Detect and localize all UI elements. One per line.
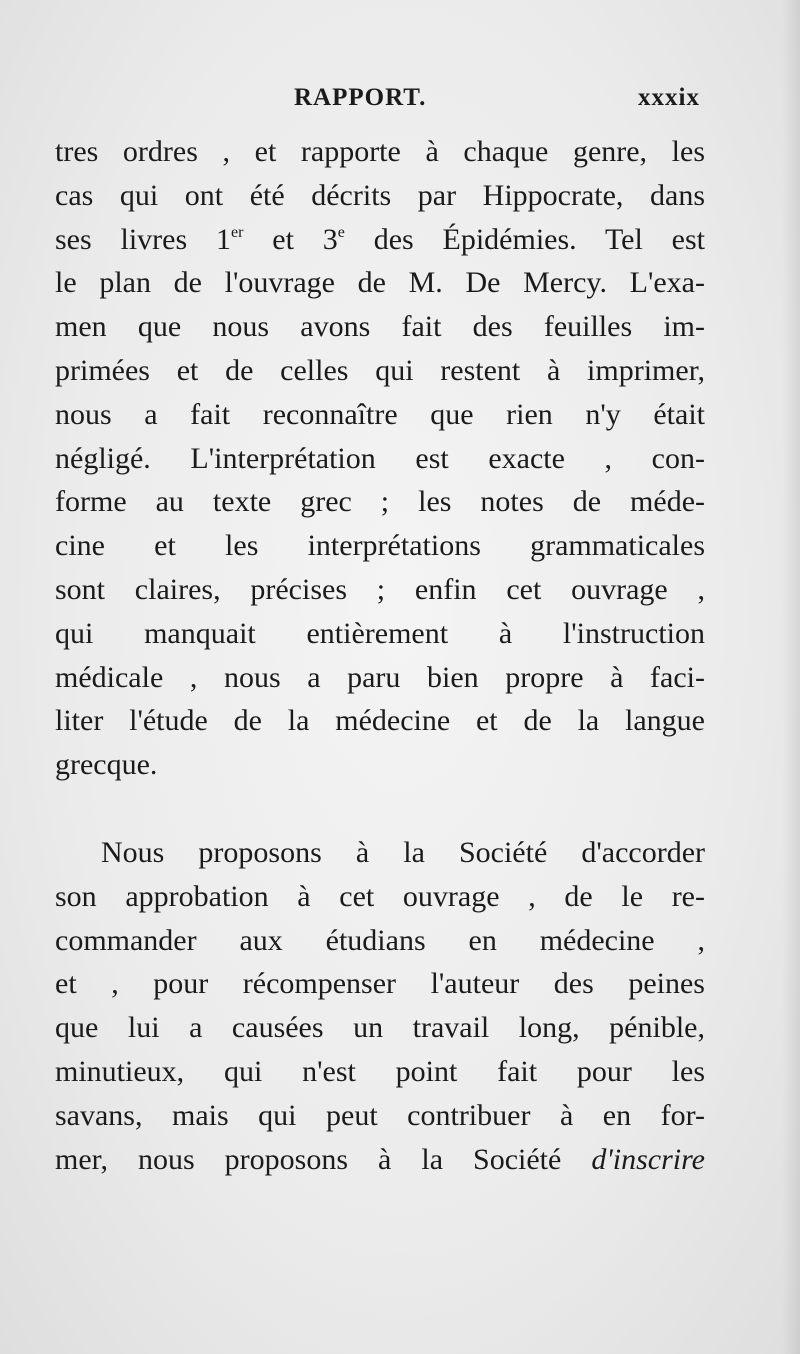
text-line: qui manquait entièrement à l'instruction [55,616,705,650]
text-fragment: et 3 [243,222,338,256]
paragraph-spacer [55,787,705,831]
text-line: cas qui ont été décrits par Hippocrate, dans [55,178,705,212]
text-line: que lui a causées un travail long, pénible, [55,1011,705,1045]
page-header [60,84,700,124]
running-head: RAPPORT. [294,84,427,111]
text-line: savans, mais qui peut contribuer à en for- [55,1098,705,1132]
ordinal-superscript: e [337,223,345,241]
text-line: commander aux étudians en médecine , [55,923,705,957]
text-line: primées et de celles qui restent à imprimer, [55,353,705,387]
text-line: sont claires, précises ; enfin cet ouvrage , [55,572,705,606]
text-line: Nous proposons à la Société d'accorder [101,835,705,869]
text-line-with-italic [55,1138,705,1182]
text-line: grecque. [55,748,158,782]
text-line: cine et les interprétations grammaticales [55,529,705,563]
text-line: négligé. L'interprétation est exacte , con- [55,441,705,475]
text-line: nous a fait reconnaître que rien n'y était [55,397,705,431]
paragraph-2 [55,831,705,1181]
text-fragment: ses livres 1 [55,222,231,256]
ordinal-superscript: er [230,223,244,241]
text-fragment: mer, nous proposons à la Société [55,1142,562,1176]
text-line: le plan de l'ouvrage de M. De Mercy. L'exa- [55,266,705,300]
text-line: liter l'étude de la médecine et de la langue [55,704,705,738]
text-line: médicale , nous a paru bien propre à faci- [55,660,705,694]
text-line: minutieux, qui n'est point fait pour les [55,1054,705,1088]
text-line: et , pour récompenser l'auteur des peines [55,967,705,1001]
text-fragment: des Épidémies. Tel est [344,222,705,256]
page-edge-shadow [782,0,800,1354]
text-line: tres ordres , et rapporte à chaque genre, les [55,135,705,168]
text-line: forme au texte grec ; les notes de méde- [55,485,705,519]
text-line-with-ordinals [55,218,705,262]
paragraph-1 [55,130,705,787]
text-line: son approbation à cet ouvrage , de le re- [55,879,705,913]
italic-text: d'inscrire [591,1142,705,1176]
text-line: men que nous avons fait des feuilles im- [55,310,705,344]
page-number: xxxix [638,84,700,111]
page-body [55,130,705,1181]
